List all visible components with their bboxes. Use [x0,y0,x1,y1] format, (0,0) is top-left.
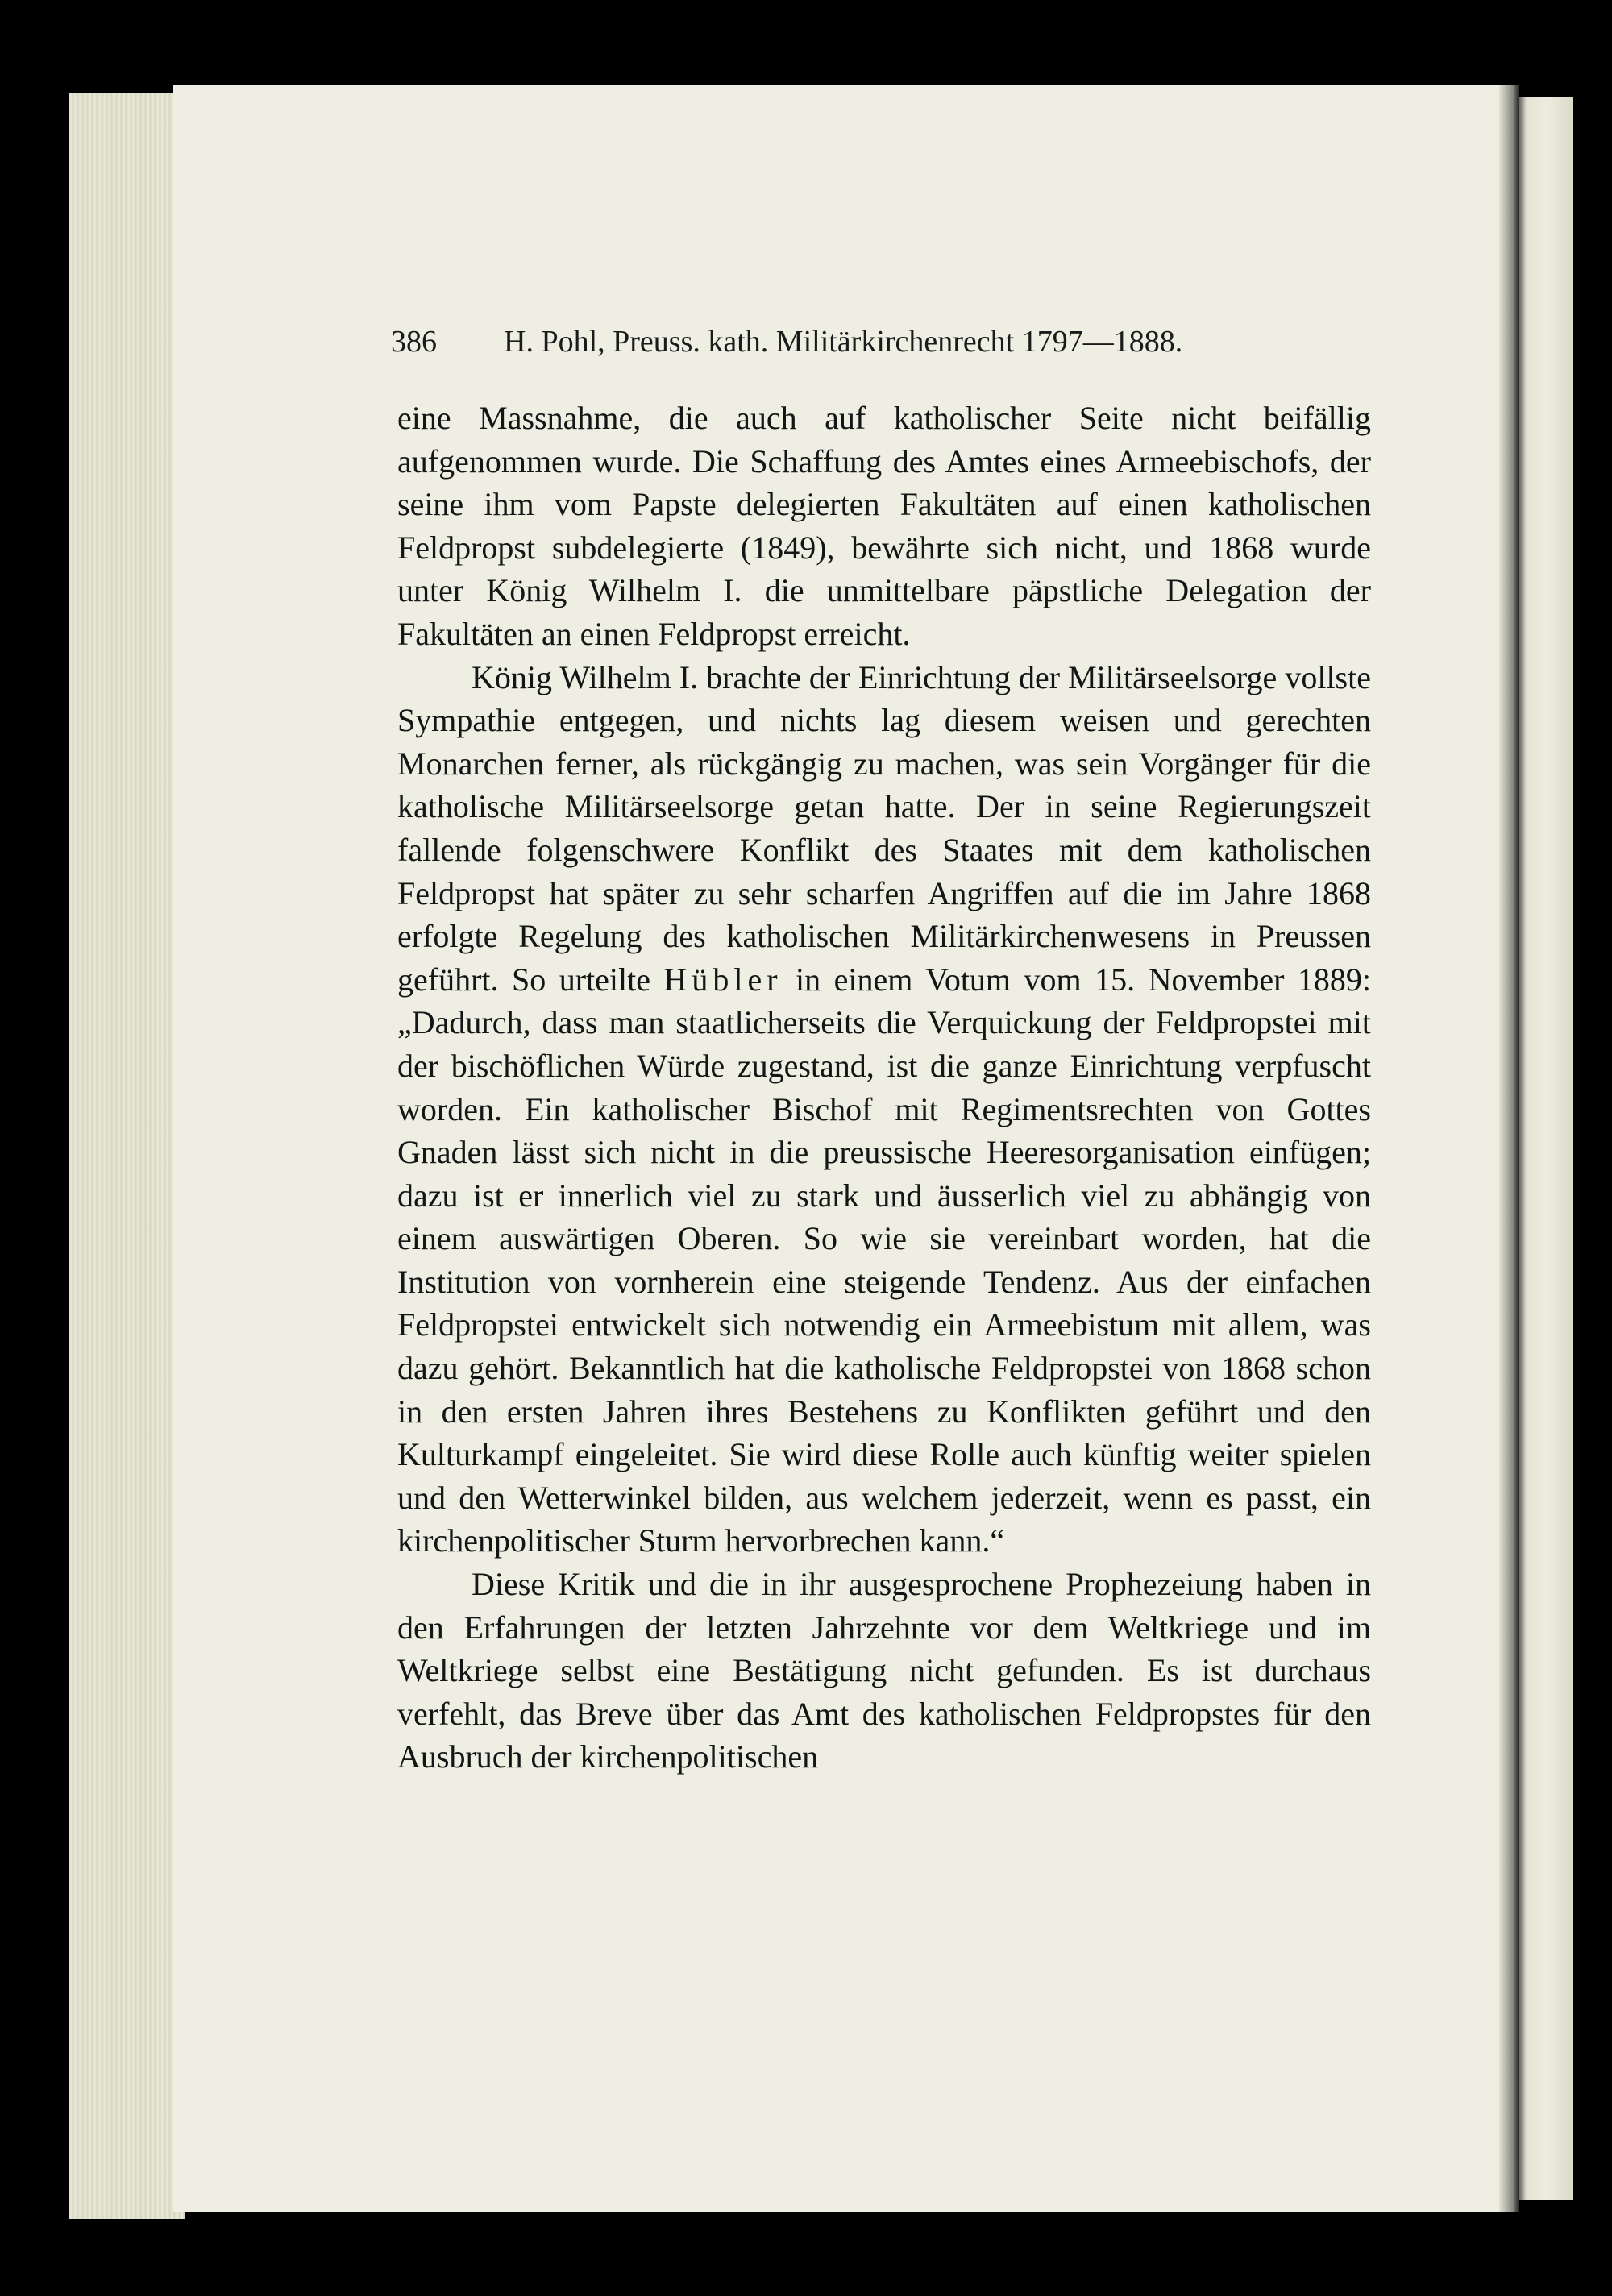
paragraph-2 [397,656,1371,1563]
page-edges [69,93,185,2219]
running-head-title: H. Pohl, Preuss. kath. Militärkirchenrecht 1797—1888. [504,325,1183,359]
facing-page-edge [1515,97,1573,2200]
paragraph-2-quote: in einem Votum vom 15. November 1889: „Dadurch, dass man staatlicherseits die Verquickung der Feldpropstei mit der bischöflichen Würde zugestand, ist die ganze Einrichtung verpfuscht worden. Ein katholischer Bischof mit Regimentsrechten von Gottes Gnaden lässt sich nicht in die preussische Heeresorganisation einfügen; dazu ist er innerlich viel zu stark und äusserlich viel zu abhängig von einem auswärtigen Oberen. So wie sie vereinbart worden, hat die Institution von vornherein eine steigende Tendenz. Aus der einfachen Feldpropstei entwickelt sich notwendig ein Armeebistum mit allem, was dazu gehört. Bekanntlich hat die katholische Feldpropstei von 1868 schon in den ersten Jahren ihres Bestehens zu Konflikten geführt und den Kulturkampf eingeleitet. Sie wird diese Rolle auch künftig weiter spielen und den Wetterwinkel bilden, aus welchem jederzeit, wenn es passt, ein kirchenpolitischer Sturm hervorbrechen kann.“ [397,961,1371,1559]
running-head [391,324,1358,366]
page-number: 386 [391,325,437,359]
book-gutter [1499,85,1519,2212]
author-name-huebler: Hübler [663,961,783,998]
paragraph-1: eine Massnahme, die auch auf katholischer Seite nicht beifällig aufgenommen wurde. Die Schaffung des Amtes eines Armeebischofs, der seine ihm vom Papste delegierten Fakultäten auf einen katholischen Feldpropst subdelegierte (1849), bewährte sich nicht, und 1868 wurde unter König Wilhelm I. die unmittelbare päpstliche Delegation der Fakultäten an einen Feldpropst erreicht. [397,400,1371,652]
paragraph-2-text-start: König Wilhelm I. brachte der Einrichtung der Militärseelsorge vollste Sympathie entgegen, und nichts lag diesem weisen und gerechten Monarchen ferner, als rückgängig zu machen, was sein Vorgänger für die katholische Militärseelsorge getan hatte. Der in seine Regierungszeit fallende folgenschwere Konflikt des Staates mit dem katholischen Feldpropst hat später zu sehr scharfen Angriffen auf die im Jahre 1868 erfolgte Regelung des katholischen Militärkirchenwesens in Preussen geführt. So urteilte [397,658,1371,998]
paragraph-3: Diese Kritik und die in ihr ausgesprochene Prophezeiung haben in den Erfahrungen der letzten Jahrzehnte vor dem Weltkriege und im Weltkriege selbst eine Bestätigung nicht gefunden. Es ist durchaus verfehlt, das Breve über das Amt des katholischen Feldpropstes für den Ausbruch der kirchenpolitischen [397,1566,1371,1775]
body-text [397,397,1371,1779]
